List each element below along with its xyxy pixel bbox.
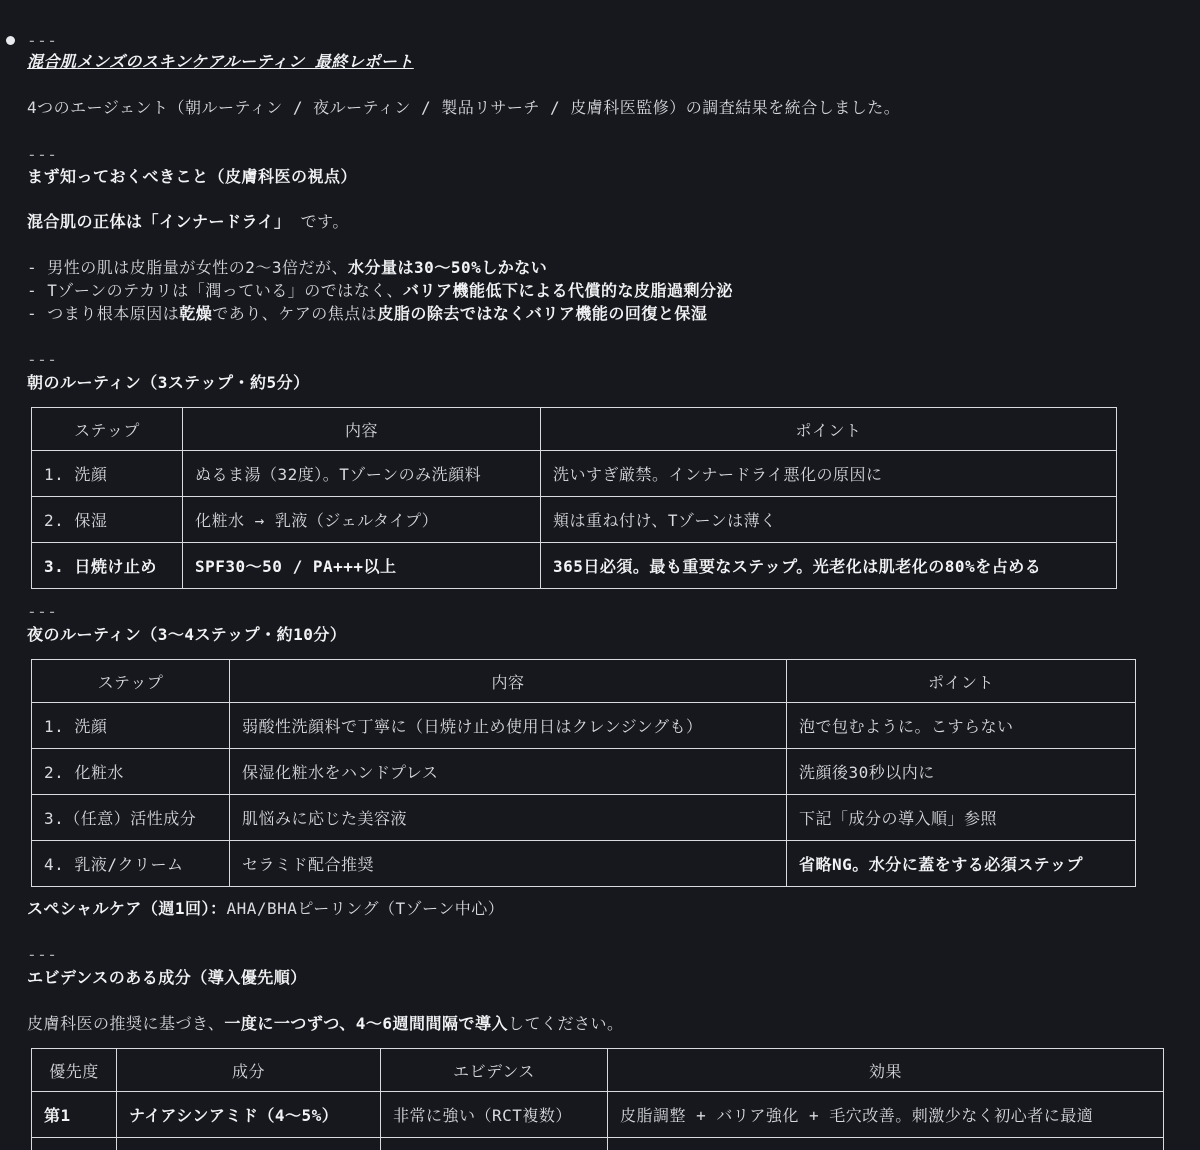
table-cell: 化粧水 → 乳液（ジェルタイプ） bbox=[183, 497, 541, 543]
bullet-text: - Tゾーンのテカリは「潤っている」のではなく、 bbox=[27, 281, 403, 300]
table-row bbox=[32, 795, 1136, 841]
table-cell: 泡で包むように。こすらない bbox=[787, 703, 1136, 749]
bullet-text: - つまり根本原因は bbox=[27, 304, 180, 323]
table-cell: 365日必須。最も重要なステップ。光老化は肌老化の80%を占める bbox=[541, 543, 1117, 589]
table-cell: 皮脂調整 + バリア強化 + 毛穴改善。刺激少なく初心者に最適 bbox=[608, 1092, 1164, 1138]
section-heading-morning: 朝のルーティン（3ステップ・約5分） bbox=[27, 373, 310, 392]
table-cell bbox=[32, 1138, 117, 1150]
list-item bbox=[27, 280, 733, 302]
special-care-line bbox=[27, 898, 504, 920]
table-row bbox=[32, 497, 1117, 543]
table-cell: 第1 bbox=[32, 1092, 117, 1138]
table-cell: 洗顔後30秒以内に bbox=[787, 749, 1136, 795]
table-header: ポイント bbox=[787, 660, 1136, 703]
table-cell: 弱酸性洗顔料で丁寧に（日焼け止め使用日はクレンジングも） bbox=[230, 703, 787, 749]
list-item bbox=[27, 303, 707, 325]
bullet-text: であり、ケアの焦点は bbox=[212, 304, 378, 323]
list-item bbox=[27, 257, 547, 279]
table-cell: 省略NG。水分に蓋をする必須ステップ bbox=[787, 841, 1136, 887]
table-cell: 非常に強い（RCT複数） bbox=[381, 1092, 608, 1138]
ingredients-intro bbox=[27, 1013, 624, 1035]
table-header: エビデンス bbox=[381, 1049, 608, 1092]
table-header: 成分 bbox=[117, 1049, 381, 1092]
table-header: ステップ bbox=[32, 660, 230, 703]
table-header: 内容 bbox=[230, 660, 787, 703]
special-care-label: スペシャルケア（週1回）： bbox=[27, 899, 227, 918]
section-heading-night: 夜のルーティン（3〜4ステップ・約10分） bbox=[27, 625, 347, 644]
table-cell: 頬は重ね付け、Tゾーンは薄く bbox=[541, 497, 1117, 543]
table-row bbox=[32, 841, 1136, 887]
table-cell: 保湿化粧水をハンドプレス bbox=[230, 749, 787, 795]
table-row bbox=[32, 451, 1117, 497]
intro-text: 皮膚科医の推奨に基づき、 bbox=[27, 1014, 225, 1033]
table-cell: 洗いすぎ厳禁。インナードライ悪化の原因に bbox=[541, 451, 1117, 497]
table-cell: 2. 化粧水 bbox=[32, 749, 230, 795]
section-heading-dermatologist: まず知っておくべきこと（皮膚科医の視点） bbox=[27, 167, 358, 186]
table-row bbox=[32, 749, 1136, 795]
table-row bbox=[32, 703, 1136, 749]
bullet-bold: 皮脂の除去ではなくバリア機能の回復と保湿 bbox=[377, 304, 708, 323]
lead-bold: 混合肌の正体は「インナードライ」 bbox=[27, 212, 291, 231]
lead-sentence bbox=[27, 211, 349, 233]
intro-text: 4つのエージェント（朝ルーティン / 夜ルーティン / 製品リサーチ / 皮膚科医監修）の調査結果を統合しました。 bbox=[27, 98, 901, 117]
table-cell: 2. 保湿 bbox=[32, 497, 183, 543]
separator: --- bbox=[27, 350, 58, 369]
table-header-row bbox=[32, 1049, 1164, 1092]
table-header-row bbox=[32, 408, 1117, 451]
table-cell: 1. 洗顔 bbox=[32, 451, 183, 497]
night-routine-table bbox=[31, 659, 1136, 887]
bullet-bold: 乾燥 bbox=[179, 304, 213, 323]
table-header: 内容 bbox=[183, 408, 541, 451]
separator: --- bbox=[27, 145, 58, 164]
table-cell: ナイアシンアミド（4〜5%） bbox=[117, 1092, 381, 1138]
table-cell: セラミド配合推奨 bbox=[230, 841, 787, 887]
table-row bbox=[32, 1138, 1164, 1150]
table-cell: 下記「成分の導入順」参照 bbox=[787, 795, 1136, 841]
bullet-text: - 男性の肌は皮脂量が女性の2〜3倍だが、 bbox=[27, 258, 349, 277]
table-header: ポイント bbox=[541, 408, 1117, 451]
table-cell bbox=[608, 1138, 1164, 1150]
table-cell bbox=[117, 1138, 381, 1150]
morning-routine-table bbox=[31, 407, 1117, 589]
intro-text: してください。 bbox=[508, 1014, 624, 1033]
table-cell bbox=[381, 1138, 608, 1150]
table-cell: 1. 洗顔 bbox=[32, 703, 230, 749]
section-heading-ingredients: エビデンスのある成分（導入優先順） bbox=[27, 968, 307, 987]
separator: --- bbox=[27, 602, 58, 621]
table-cell: 肌悩みに応じた美容液 bbox=[230, 795, 787, 841]
separator: --- bbox=[27, 31, 58, 50]
table-header: 優先度 bbox=[32, 1049, 117, 1092]
table-cell: ぬるま湯（32度）。Tゾーンのみ洗顔料 bbox=[183, 451, 541, 497]
bullet-bold: 水分量は30〜50%しかない bbox=[348, 258, 548, 277]
table-header: ステップ bbox=[32, 408, 183, 451]
table-header: 効果 bbox=[608, 1049, 1164, 1092]
table-row bbox=[32, 1092, 1164, 1138]
table-cell: 4. 乳液/クリーム bbox=[32, 841, 230, 887]
special-care-text: AHA/BHAピーリング（Tゾーン中心） bbox=[226, 899, 505, 918]
table-row bbox=[32, 543, 1117, 589]
ingredient-table bbox=[31, 1048, 1164, 1150]
list-bullet bbox=[6, 36, 15, 45]
separator: --- bbox=[27, 945, 58, 964]
bullet-bold: バリア機能低下による代償的な皮脂過剰分泌 bbox=[402, 281, 733, 300]
table-cell: SPF30〜50 / PA+++以上 bbox=[183, 543, 541, 589]
intro-bold: 一度に一つずつ、4〜6週間間隔で導入 bbox=[224, 1014, 509, 1033]
table-cell: 3.（任意）活性成分 bbox=[32, 795, 230, 841]
table-cell: 3. 日焼け止め bbox=[32, 543, 183, 589]
lead-rest: です。 bbox=[300, 212, 349, 231]
table-header-row bbox=[32, 660, 1136, 703]
report-title: 混合肌メンズのスキンケアルーティン 最終レポート bbox=[27, 52, 414, 71]
